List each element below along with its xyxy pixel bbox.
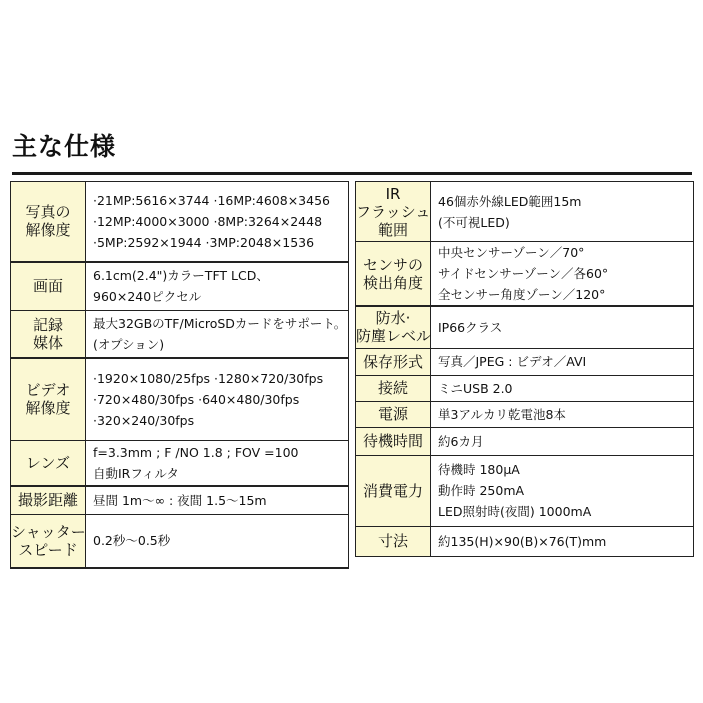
spec-value [86, 441, 349, 486]
spec-value-line: 約6カ月 [438, 433, 484, 449]
spec-label [11, 515, 86, 568]
spec-row [356, 401, 694, 427]
spec-value-line: サイドセンサーゾーン／各60° [438, 266, 609, 281]
spec-row [11, 358, 349, 441]
spec-row [11, 515, 349, 568]
spec-value [86, 486, 349, 515]
spec-value [86, 182, 349, 262]
spec-value-line: f=3.3mm ; F /NO 1.8 ; FOV =100 [93, 444, 299, 460]
spec-label-line: シャッター [11, 522, 86, 541]
spec-label-line: 画面 [32, 277, 63, 296]
spec-label [356, 182, 431, 242]
spec-value-line: ·5MP:2592×1944 ·3MP:2048×1536 [93, 234, 315, 250]
spec-value [431, 375, 694, 401]
spec-value-line: ·21MP:5616×3744 ·16MP:4608×3456 [93, 192, 330, 208]
spec-value-line: IP66クラス [438, 319, 503, 335]
spec-label [356, 455, 431, 526]
spec-label-line: 電源 [377, 405, 408, 423]
spec-value-line: 写真／JPEG : ビデオ／AVI [438, 354, 587, 369]
spec-value [86, 262, 349, 311]
spec-label [356, 526, 431, 556]
spec-label-line: 待機時間 [362, 432, 423, 450]
spec-label-line: 接続 [377, 379, 408, 397]
spec-label [11, 486, 86, 515]
spec-value-line: 960×240ピクセル [93, 289, 202, 305]
spec-row [356, 375, 694, 401]
spec-value-line: ミニUSB 2.0 [438, 380, 513, 396]
spec-value-line: (オプション) [93, 336, 165, 352]
spec-value [431, 401, 694, 427]
spec-label-line: 解像度 [25, 399, 71, 418]
spec-label [356, 375, 431, 401]
spec-label-line: スピード [18, 540, 78, 559]
spec-table-right [355, 181, 694, 557]
spec-label-line: 範囲 [377, 220, 408, 239]
spec-label-line: 媒体 [32, 333, 63, 352]
spec-value-line: (不可視LED) [438, 214, 510, 230]
spec-label-line: レンズ [25, 453, 71, 472]
spec-value-line: 中央センサーゾーン／70° [438, 245, 585, 260]
spec-row [356, 348, 694, 375]
spec-row [356, 306, 694, 348]
spec-label-line: 解像度 [25, 221, 71, 240]
spec-value [431, 348, 694, 375]
spec-label-line: IR [385, 184, 401, 203]
spec-value-line: 待機時 180μA [438, 462, 520, 477]
spec-label-line: 写真の [25, 203, 71, 222]
spec-row [11, 486, 349, 515]
spec-row [356, 427, 694, 455]
spec-label-line: 撮影距離 [17, 491, 78, 510]
spec-row [356, 242, 694, 307]
spec-label-line: 保存形式 [362, 352, 423, 371]
spec-label [11, 311, 86, 358]
spec-value-line: LED照射時(夜間) 1000mA [438, 504, 592, 519]
spec-label-line: 寸法 [377, 532, 408, 550]
spec-value-line: ·720×480/30fps ·640×480/30fps [93, 391, 300, 407]
spec-value [86, 358, 349, 441]
spec-label-line: フラッシュ [356, 202, 431, 221]
spec-label [356, 401, 431, 427]
spec-label-line: ビデオ [25, 381, 71, 400]
spec-value-line: 約135(H)×90(B)×76(T)mm [438, 533, 607, 549]
spec-value-line: 全センサー角度ゾーン／120° [438, 287, 606, 302]
spec-value [431, 427, 694, 455]
spec-label-line: 防塵レベル [356, 327, 432, 346]
spec-row [356, 455, 694, 526]
spec-value [86, 515, 349, 568]
spec-row [11, 311, 349, 358]
spec-value-line: 0.2秒～0.5秒 [93, 533, 171, 549]
spec-value-line: ·320×240/30fps [93, 412, 195, 428]
spec-value [431, 455, 694, 526]
spec-label [356, 427, 431, 455]
spec-row [356, 182, 694, 242]
page-title: 主な仕様 [12, 132, 117, 161]
spec-label-line: センサの [362, 255, 423, 274]
spec-value-line: 自動IRフィルタ [93, 465, 179, 481]
spec-row [11, 182, 349, 262]
spec-label-line: 消費電力 [362, 481, 423, 500]
spec-value-line: ·1920×1080/25fps ·1280×720/30fps [93, 370, 324, 386]
spec-value-line: 単3アルカリ乾電池8本 [438, 406, 566, 422]
spec-value-line: 6.1cm(2.4")カラーTFT LCD、 [93, 268, 269, 284]
spec-label [356, 242, 431, 307]
spec-label [11, 182, 86, 262]
spec-label [356, 348, 431, 375]
spec-value [86, 311, 349, 358]
spec-row [11, 262, 349, 311]
spec-value-line: 昼間 1m～∞ : 夜間 1.5～15m [93, 492, 267, 508]
spec-value-line: 46個赤外線LED範囲15m [438, 193, 582, 209]
spec-label [11, 441, 86, 486]
spec-label [11, 262, 86, 311]
spec-label-line: 記録 [32, 315, 63, 334]
spec-label [356, 306, 431, 348]
spec-table-left [10, 181, 349, 569]
spec-row [11, 441, 349, 486]
spec-label-line: 検出角度 [362, 273, 423, 292]
spec-label-line: 防水· [375, 309, 411, 328]
spec-value [431, 242, 694, 307]
spec-label [11, 358, 86, 441]
spec-value-line: ·12MP:4000×3000 ·8MP:3264×2448 [93, 213, 323, 229]
spec-value-line: 最大32GBのTF/MicroSDカードをサポート。 [93, 315, 347, 331]
spec-value-line: 動作時 250mA [438, 483, 525, 498]
spec-value [431, 182, 694, 242]
spec-value [431, 526, 694, 556]
title-underline [12, 172, 692, 175]
spec-row [356, 526, 694, 556]
spec-value [431, 306, 694, 348]
